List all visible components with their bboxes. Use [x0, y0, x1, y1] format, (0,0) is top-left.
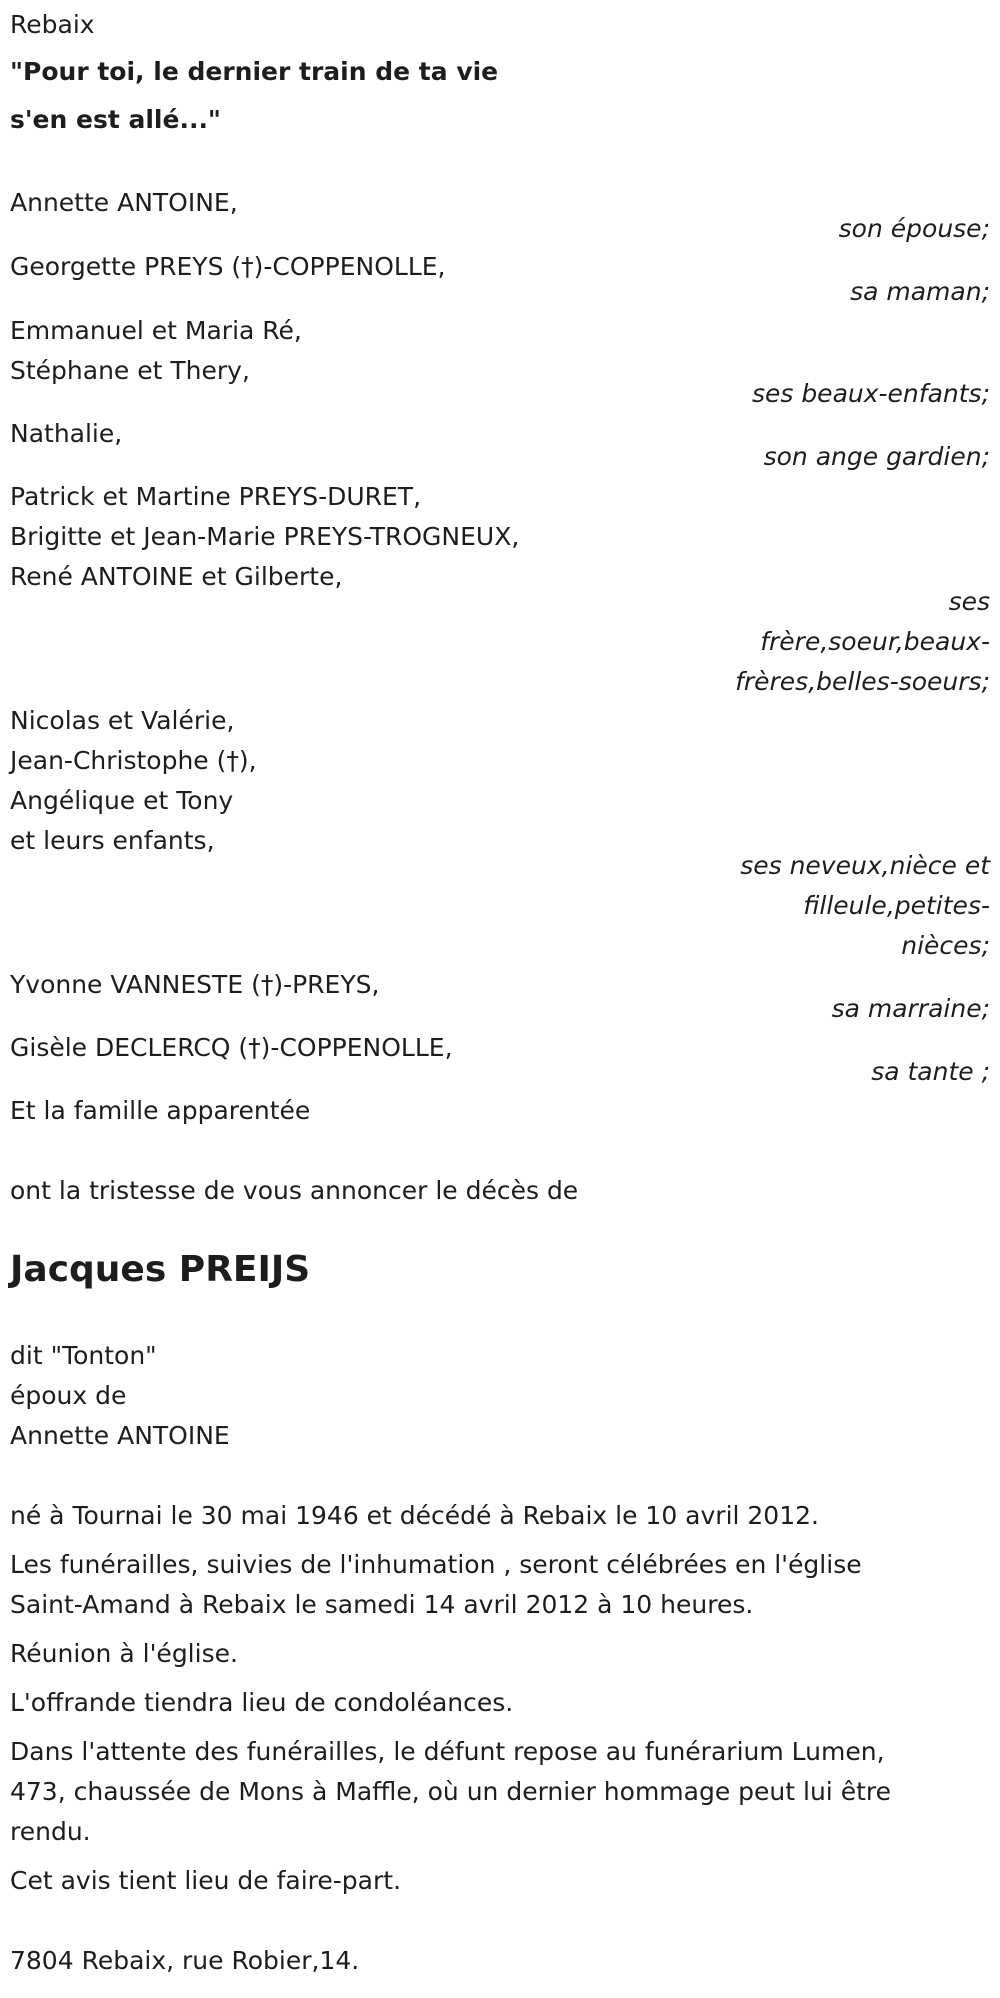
family-relation: son ange gardien;: [763, 442, 990, 471]
family-relation: nièces;: [901, 931, 990, 960]
nickname: dit "Tonton": [10, 1341, 157, 1370]
family-relation: sa tante ;: [871, 1057, 990, 1086]
family-name: Gisèle DECLERCQ (†)-COPPENOLLE,: [10, 1033, 453, 1062]
spouse-label: époux de: [10, 1381, 127, 1410]
family-name: Angélique et Tony: [10, 786, 234, 815]
family-relation: frères,belles-soeurs;: [735, 667, 990, 696]
family-relation: frère,soeur,beaux-: [760, 627, 990, 656]
notice-text: Cet avis tient lieu de faire-part.: [10, 1866, 402, 1895]
family-name: Patrick et Martine PREYS-DURET,: [10, 482, 422, 511]
location: Rebaix: [10, 10, 95, 39]
family-name: Et la famille apparentée: [10, 1096, 311, 1125]
funeral-text: Les funérailles, suivies de l'inhumation , seront célébrées en l'église: [10, 1550, 862, 1579]
family-name: Annette ANTOINE,: [10, 188, 238, 217]
rest-text: Dans l'attente des funérailles, le défunt repose au funérarium Lumen,: [10, 1737, 885, 1766]
family-name: Georgette PREYS (†)-COPPENOLLE,: [10, 252, 446, 281]
address: 7804 Rebaix, rue Robier,14.: [10, 1946, 360, 1975]
family-name: Stéphane et Thery,: [10, 356, 250, 385]
announcement: ont la tristesse de vous annoncer le décès de: [10, 1176, 579, 1205]
family-name: Nicolas et Valérie,: [10, 706, 235, 735]
family-relation: ses beaux-enfants;: [751, 379, 990, 408]
family-name: Nathalie,: [10, 419, 123, 448]
family-relation: sa marraine;: [831, 994, 990, 1023]
funeral-text: Saint-Amand à Rebaix le samedi 14 avril 2012 à 10 heures.: [10, 1590, 754, 1619]
family-relation: sa maman;: [850, 277, 990, 306]
rest-text: 473, chaussée de Mons à Maffle, où un dernier hommage peut lui être: [10, 1777, 891, 1806]
rest-text: rendu.: [10, 1817, 91, 1846]
quote-line-1: "Pour toi, le dernier train de ta vie: [10, 57, 499, 86]
family-relation: filleule,petites-: [803, 891, 990, 920]
family-name: Yvonne VANNESTE (†)-PREYS,: [10, 970, 380, 999]
meeting-text: Réunion à l'église.: [10, 1639, 238, 1668]
family-relation: ses: [948, 587, 990, 616]
family-name: Emmanuel et Maria Ré,: [10, 316, 302, 345]
deceased-name: Jacques PREIJS: [10, 1249, 311, 1290]
family-relation: ses neveux,nièce et: [740, 851, 990, 880]
offering-text: L'offrande tiendra lieu de condoléances.: [10, 1688, 514, 1717]
family-name: Brigitte et Jean-Marie PREYS-TROGNEUX,: [10, 522, 520, 551]
family-relation: son épouse;: [838, 214, 990, 243]
family-name: Jean-Christophe (†),: [10, 746, 257, 775]
family-name: et leurs enfants,: [10, 826, 215, 855]
family-name: René ANTOINE et Gilberte,: [10, 562, 343, 591]
birth-death-text: né à Tournai le 30 mai 1946 et décédé à Rebaix le 10 avril 2012.: [10, 1501, 819, 1530]
quote-line-2: s'en est allé...": [10, 105, 221, 134]
spouse-name: Annette ANTOINE: [10, 1421, 230, 1450]
